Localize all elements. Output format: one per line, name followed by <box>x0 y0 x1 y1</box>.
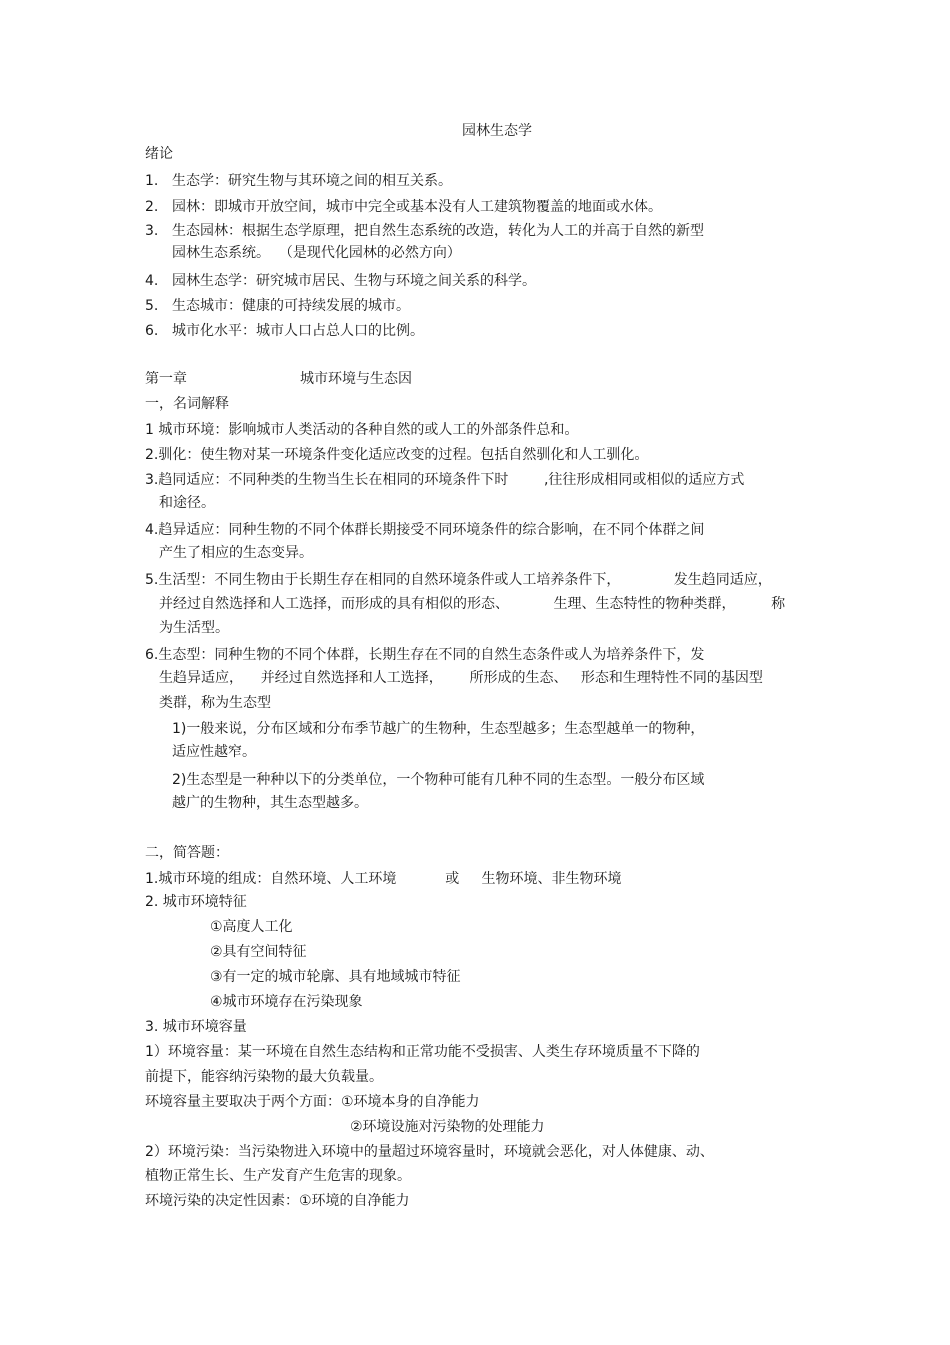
paragraph-line: 植物正常生长、生产发育产生危害的现象。 <box>145 1168 411 1184</box>
chapter-label: 第一章 <box>145 371 187 387</box>
list-item: ④城市环境存在污染现象 <box>210 994 363 1010</box>
paragraph-line: 生趋异适应， 并经过自然选择和人工选择， 所形成的生态、 形态和生理特性不同的基因型 <box>159 670 763 686</box>
intro-heading: 绪论 <box>145 146 173 162</box>
list-item: ①高度人工化 <box>210 919 293 935</box>
intro-item-number: 3. <box>145 223 159 239</box>
paragraph-line: 6.生态型：同种生物的不同个体群，长期生存在不同的自然生态条件或人为培养条件下，发 <box>145 647 705 663</box>
paragraph-line: 前提下，能容纳污染物的最大负载量。 <box>145 1069 383 1085</box>
paragraph-line: 1）环境容量：某一环境在自然生态结构和正常功能不受损害、人类生存环境质量不下降的 <box>145 1044 700 1060</box>
section-heading: 一，名词解释 <box>145 396 229 412</box>
intro-item-continuation: 园林生态系统。 （是现代化园林的必然方向） <box>172 245 461 261</box>
intro-item-number: 4. <box>145 273 159 289</box>
intro-item-text: 生态城市：健康的可持续发展的城市。 <box>172 298 410 314</box>
intro-item-text: 园林：即城市开放空间，城市中完全或基本没有人工建筑物覆盖的地面或水体。 <box>172 199 662 215</box>
intro-item-text: 生态园林：根据生态学原理，把自然生态系统的改造，转化为人工的并高于自然的新型 <box>172 223 704 239</box>
paragraph-line: 类群，称为生态型 <box>159 695 271 711</box>
paragraph-line: 并经过自然选择和人工选择，而形成的具有相似的形态、 生理、生态特性的物种类群， 称 <box>159 596 786 612</box>
paragraph-line: 和途径。 <box>159 495 215 511</box>
paragraph-line: 4.趋异适应：同种生物的不同个体群长期接受不同环境条件的综合影响，在不同个体群之间 <box>145 522 705 538</box>
paragraph-line: ②环境设施对污染物的处理能力 <box>350 1119 545 1135</box>
paragraph-line: 1)一般来说，分布区域和分布季节越广的生物种，生态型越多；生态型越单一的物种， <box>172 721 705 737</box>
intro-item-text: 城市化水平：城市人口占总人口的比例。 <box>172 323 424 339</box>
paragraph-line: 3. 城市环境容量 <box>145 1019 247 1035</box>
paragraph-line: 环境容量主要取决于两个方面：①环境本身的自净能力 <box>145 1094 480 1110</box>
intro-item-text: 生态学：研究生物与其环境之间的相互关系。 <box>172 173 452 189</box>
paragraph-line: 越广的生物种，其生态型越多。 <box>172 795 368 811</box>
paragraph-line: 环境污染的决定性因素：①环境的自净能力 <box>145 1193 410 1209</box>
intro-item-text: 园林生态学：研究城市居民、生物与环境之间关系的科学。 <box>172 273 536 289</box>
paragraph-line: 5.生活型：不同生物由于长期生存在相同的自然环境条件或人工培养条件下， 发生趋同适应， <box>145 572 772 588</box>
paragraph-line: 1 城市环境：影响城市人类活动的各种自然的或人工的外部条件总和。 <box>145 422 579 438</box>
section-heading: 二，简答题： <box>145 845 229 861</box>
paragraph-line: 1.城市环境的组成：自然环境、人工环境 或 生物环境、非生物环境 <box>145 871 622 887</box>
paragraph-line: 为生活型。 <box>159 620 229 636</box>
paragraph-line: 2. 城市环境特征 <box>145 894 247 910</box>
chapter-title: 城市环境与生态因 <box>300 371 412 387</box>
paragraph-line: 2)生态型是一种种以下的分类单位，一个物种可能有几种不同的生态型。一般分布区域 <box>172 772 705 788</box>
paragraph-line: 3.趋同适应：不同种类的生物当生长在相同的环境条件下时 ,往往形成相同或相似的适应方式 <box>145 472 745 488</box>
list-item: ②具有空间特征 <box>210 944 307 960</box>
paragraph-line: 适应性越窄。 <box>172 744 256 760</box>
intro-item-number: 6. <box>145 323 159 339</box>
paragraph-line: 2）环境污染：当污染物进入环境中的量超过环境容量时，环境就会恶化，对人体健康、动、 <box>145 1144 714 1160</box>
paragraph-line: 产生了相应的生态变异。 <box>159 545 313 561</box>
list-item: ③有一定的城市轮廓、具有地域城市特征 <box>210 969 461 985</box>
document-title: 园林生态学 <box>462 123 532 139</box>
intro-item-number: 1. <box>145 173 159 189</box>
paragraph-line: 2.驯化：使生物对某一环境条件变化适应改变的过程。包括自然驯化和人工驯化。 <box>145 447 649 463</box>
intro-item-number: 5. <box>145 298 159 314</box>
intro-item-number: 2. <box>145 199 159 215</box>
